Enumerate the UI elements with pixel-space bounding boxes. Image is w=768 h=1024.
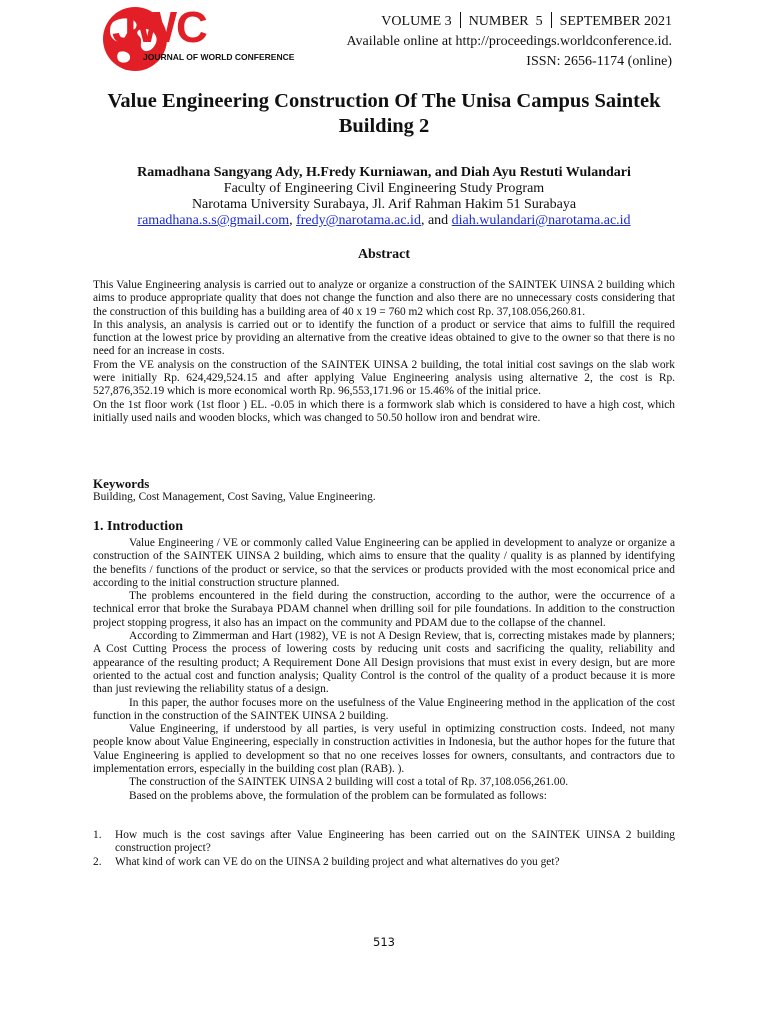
volume: VOLUME 3 — [381, 14, 452, 29]
intro-paragraph: The problems encountered in the field during the construction, according to the author, were the occurrence of a technical error that broke the Surabaya PDAM channel when drilling soil for pile foundations. In addition to the construction project stopping progress, it also has an impact on the community and PDAM due to the collapse of the channel. — [93, 590, 675, 629]
intro-paragraph: The construction of the SAINTEK UINSA 2 building will cost a total of Rp. 37,108.056,261.00. — [129, 776, 569, 789]
available-online: Available online at http://proceedings.worldconference.id. — [346, 34, 672, 49]
section-heading-introduction: 1. Introduction — [93, 519, 183, 534]
keywords-text: Building, Cost Management, Cost Saving, Value Engineering. — [93, 491, 376, 503]
list-text: How much is the cost savings after Value Engineering has been carried out on the SAINTEK UINSA 2 building construction project? — [115, 829, 675, 855]
issue-info — [346, 12, 672, 72]
intro-paragraph: Value Engineering / VE or commonly called Value Engineering can be applied in development to analyze or organize a construction of the SAINTEK UINSA 2 building, which aims to ensure that the quality / quality is as planned by identifying the benefits / functions of the product or service, so that the services or products provided with the most economical price and according to the initial construction structure planned. — [93, 537, 675, 589]
email-separator: , and — [420, 213, 452, 228]
list-number: 2. — [93, 855, 102, 868]
issn: ISSN: 2656-1174 (online) — [526, 54, 672, 69]
page-number: 513 — [373, 935, 395, 949]
keywords-heading: Keywords — [93, 476, 150, 491]
introduction-body — [93, 537, 675, 803]
email-link-1[interactable]: ramadhana.s.s@gmail.com — [137, 213, 290, 228]
divider — [551, 12, 552, 28]
intro-paragraph: Value Engineering, if understood by all parties, is very useful in optimizing construction costs. Indeed, not many people know about Value Engineering, especially in construction activities in Indonesia, but the author hopes for the future that Value Engineering is applied to development so that no one receives losses for owners, consultants, and contractors due to implementation errors, especially in the building cost plan (RAB). ). — [93, 723, 675, 776]
abstract-heading: Abstract — [357, 247, 411, 262]
affiliation-university: Narotama University Surabaya, Jl. Arif Rahman Hakim 51 Surabaya — [191, 197, 577, 212]
author-emails — [60, 212, 708, 230]
list-number: 1. — [93, 829, 102, 841]
logo-wordmark: JWC — [112, 3, 207, 52]
email-separator: , — [289, 213, 297, 228]
email-link-3[interactable]: diah.wulandari@narotama.ac.id — [451, 213, 631, 228]
problem-list — [93, 829, 675, 869]
logo-subtitle: JOURNAL OF WORLD CONFERENCE — [143, 52, 295, 62]
paper-title: Value Engineering Construction Of The Unisa Campus Saintek Building 2 — [107, 90, 661, 137]
affiliation-faculty: Faculty of Engineering Civil Engineering Study Program — [223, 181, 545, 196]
number: NUMBER 5 — [468, 14, 543, 29]
list-text: What kind of work can VE do on the UINSA 2 building project and what alternatives do you get? — [115, 855, 560, 868]
abstract-body — [93, 279, 675, 425]
intro-paragraph: Based on the problems above, the formulation of the problem can be formulated as follows: — [129, 789, 547, 802]
divider — [460, 12, 461, 28]
abstract-paragraph: From the VE analysis on the construction of the SAINTEK UINSA 2 building, the total initial cost savings on the slab work were initially Rp. 624,429,524.15 and after applying Value Engineering analysis using alternative 2, the cost is Rp. 527,876,352.19 which is more economical worth Rp. 96,553,171.96 or 15.46% of the initial price. — [93, 358, 675, 398]
author-list: Ramadhana Sangyang Ady, H.Fredy Kurniawan, and Diah Ayu Restuti Wulandari — [137, 165, 631, 180]
list-item — [93, 829, 675, 856]
email-link-2[interactable]: fredy@narotama.ac.id — [296, 213, 421, 228]
abstract-paragraph: On the 1st floor work (1st floor ) EL. -0.05 in which there is a formwork slab which is considered to have a high cost, which initially used nails and wooden blocks, which was changed to 50.50 hollow iron and bendrat wire. — [93, 398, 675, 424]
abstract-paragraph: This Value Engineering analysis is carried out to analyze or organize a construction of the SAINTEK UINSA 2 building which aims to produce appropriate quality that does not change the function and also there are no unnecessary costs considering that the construction of this building has a building area of 40 x 19 = 760 m2 which cost Rp. 37,108.056,260.81. — [93, 279, 675, 318]
intro-paragraph: According to Zimmerman and Hart (1982), VE is not A Design Review, that is, correcting mistakes made by planners; A Cost Cutting Process the process of lowering costs by reducing unit costs and sacrificing the quality, reliability and appearance of the resulting product; A Requirement Done All Design provisions that must exist in every design, but are more oriented to the actual cost and function analysis; Quality Control is the control of the quality of a product because it is more than just reviewing the reliability status of a design. — [93, 630, 675, 696]
intro-paragraph: In this paper, the author focuses more on the usefulness of the Value Engineering method in the application of the cost function in the construction of the SAINTEK UINSA 2 building. — [93, 696, 675, 722]
list-item — [93, 856, 675, 869]
issue-line — [346, 12, 672, 32]
issue-date: SEPTEMBER 2021 — [559, 14, 672, 29]
abstract-paragraph: In this analysis, an analysis is carried out or to identify the function of a product or service that aims to fulfill the required function at the lowest price by providing an alternative from the creative ideas obtained to give to the owner so that there is no need for an increase in costs. — [93, 318, 675, 358]
